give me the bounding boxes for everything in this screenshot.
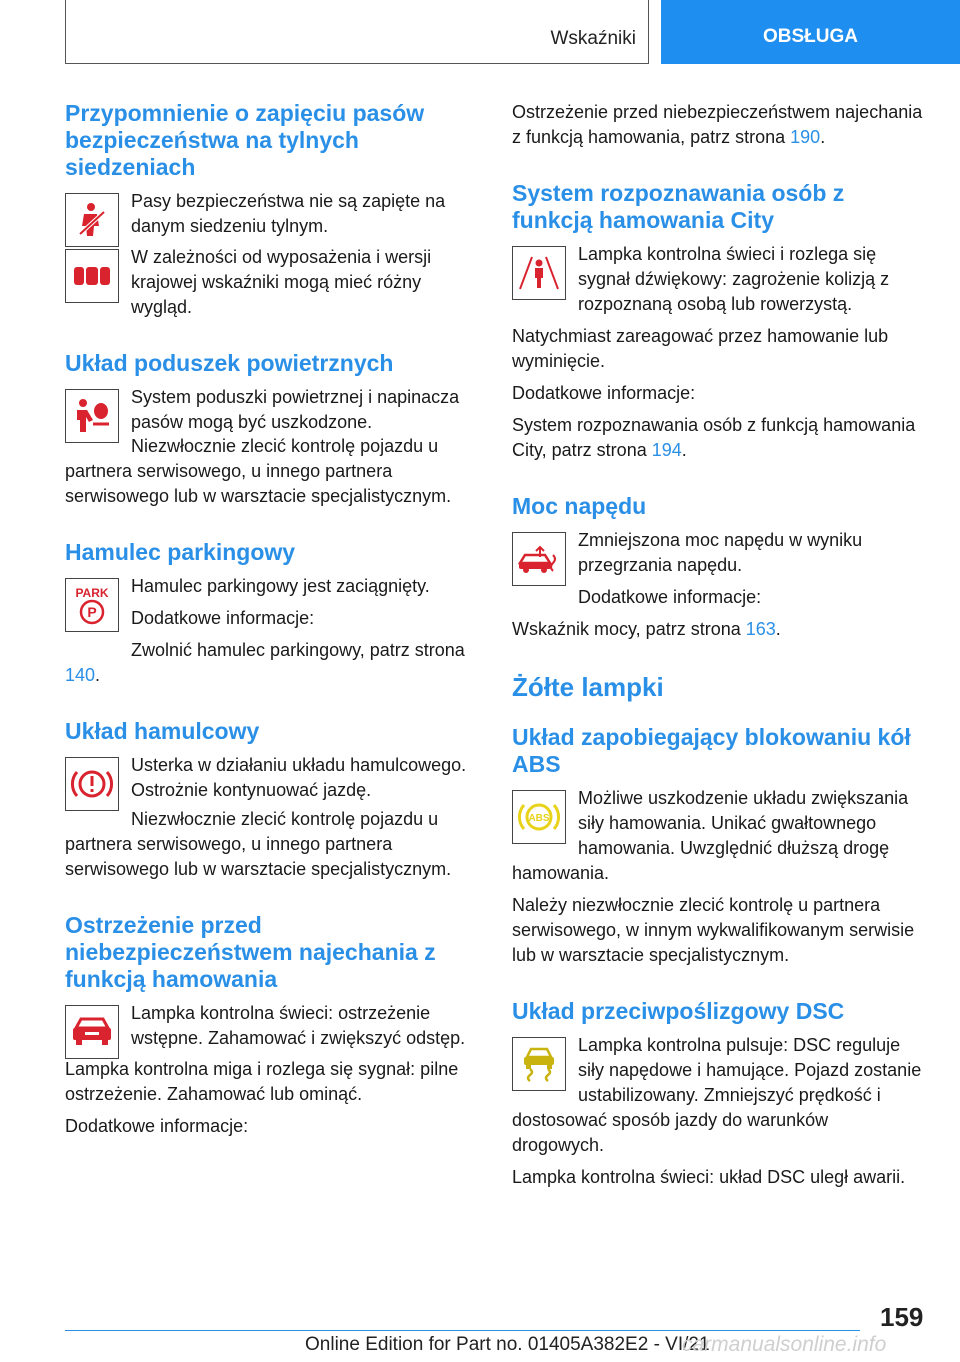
abs-warning-icon xyxy=(512,790,566,844)
indicator-row xyxy=(512,528,924,610)
svg-text:P: P xyxy=(87,604,97,620)
indicator-text: Dodatkowe informacje: xyxy=(578,587,762,607)
pedestrian-warning-icon xyxy=(512,246,566,300)
section-title: Układ przeciwpoślizgowy DSC xyxy=(512,998,845,1024)
seatbelt-warning-icon xyxy=(65,193,119,247)
footer-edition: Online Edition for Part no. 01405A382E2 - VI/21 xyxy=(305,1334,710,1355)
front-collision-icon xyxy=(65,1005,119,1059)
right-column xyxy=(512,100,924,1220)
section-rear-belts xyxy=(65,100,477,320)
section-title: System rozpoznawania osób z funkcją hamowania City xyxy=(512,180,845,233)
indicator-text: Lampka kontrolna miga i rozlega się sygnał: pilne ostrzeżenie. Zahamować lub ominąć. xyxy=(65,1059,459,1104)
indicator-text: Natychmiast zareagować przez hamowanie lub wyminięcie. xyxy=(512,326,889,371)
section-airbag xyxy=(65,350,477,509)
page-link[interactable]: 140 xyxy=(65,665,96,685)
section-title: Przypomnienie o zapięciu pasów bezpieczeństwa na tylnych siedzeniach xyxy=(65,100,425,180)
indicator-text: Lampka kontrolna świeci i rozlega się sygnał dźwiękowy: zagrożenie kolizją z rozpoznaną osobą lub rowerzystą. xyxy=(578,244,890,314)
left-column xyxy=(65,100,477,1169)
section-title: Układ poduszek powietrznych xyxy=(65,350,394,376)
section-title: Układ zapobiegający blokowaniu kół ABS xyxy=(512,724,911,777)
watermark: carmanualsonline.info xyxy=(682,1333,887,1356)
chapter-yellow-lights-title: Żółte lampki xyxy=(512,672,664,702)
indicator-text: Niezwłocznie zlecić kontrolę pojazdu u partnera serwisowego, u innego partnera serwisowego lub w warsztacie specjalistycznym. xyxy=(65,809,452,879)
page-number: 159 xyxy=(880,1302,924,1332)
indicator-text: Lampka kontrolna świeci: układ DSC uległ awarii. xyxy=(512,1167,906,1187)
abs-icon-label: ABS xyxy=(528,813,550,824)
page-link[interactable]: 190 xyxy=(790,127,821,147)
indicator-row xyxy=(65,574,477,631)
indicator-text: W zależności od wyposażenia i wersji krajowej wskaźniki mogą mieć różny wygląd. xyxy=(131,247,432,317)
indicator-text: Hamulec parkingowy jest zaciągnięty. xyxy=(131,576,430,596)
section-person-recognition xyxy=(512,180,924,463)
header-section-title: Wskaźniki xyxy=(550,28,636,49)
indicator-text: Dodatkowe informacje: xyxy=(512,383,696,403)
continued-text xyxy=(512,100,924,150)
header-chapter-tab: OBSŁUGA xyxy=(661,0,960,64)
indicator-row xyxy=(65,385,477,441)
section-abs xyxy=(512,724,924,968)
dsc-skid-icon xyxy=(512,1037,566,1091)
indicator-row xyxy=(65,753,477,809)
page-link[interactable]: 194 xyxy=(651,440,682,460)
indicator-text: Ostrzeżenie przed niebezpieczeństwem najechania z funkcją hamowania, patrz strona 190. xyxy=(512,102,923,147)
indicator-text: Usterka w działaniu układu hamulcowego. Ostrożnie kontynuować jazdę. xyxy=(131,755,467,800)
indicator-text: Należy niezwłocznie zlecić kontrolę u partnera serwisowego, w innym wykwalifikowanym serwisie lub w warsztacie specjalistycznym. xyxy=(512,895,915,965)
section-title: Hamulec parkingowy xyxy=(65,539,296,565)
section-brake-system xyxy=(65,718,477,882)
indicator-text: Dodatkowe informacje: xyxy=(131,608,315,628)
indicator-text: Pasy bezpieczeństwa nie są zapięte na danym siedzeniu tylnym. xyxy=(131,191,446,236)
indicator-row xyxy=(65,1001,477,1057)
section-title: Moc napędu xyxy=(512,493,647,519)
indicator-text: Lampka kontrolna pulsuje: DSC reguluje siły napędowe i hamujące. Pojazd zostanie ustabilizowany. Zmniejszyć prędkość i dostosować sposób jazdy do warunków drogowych. xyxy=(512,1035,922,1155)
indicator-text: System rozpoznawania osób z funkcją hamowania City, patrz strona 194. xyxy=(512,415,916,460)
section-dsc xyxy=(512,998,924,1190)
indicator-text: Możliwe uszkodzenie układu zwiększania siły hamowania. Unikać gwałtownego hamowania. Uwzględnić dłuższą drogę hamowania. xyxy=(512,788,909,883)
page-header xyxy=(0,0,960,66)
indicator-text: Lampka kontrolna świeci: ostrzeżenie wstępne. Zahamować i zwiększyć odstęp. xyxy=(131,1003,466,1048)
indicator-text: Wskaźnik mocy, patrz strona 163. xyxy=(512,619,781,639)
section-title: Układ hamulcowy xyxy=(65,718,260,744)
page-link[interactable]: 163 xyxy=(745,619,776,639)
rear-seat-icon xyxy=(65,249,119,303)
footer-divider xyxy=(65,1330,860,1331)
park-icon-label: PARK xyxy=(75,586,109,600)
section-title: Ostrzeżenie przed niebezpieczeństwem najechania z funkcją hamowania xyxy=(65,912,436,992)
indicator-row xyxy=(65,189,477,245)
indicator-text: Niezwłocznie zlecić kontrolę pojazdu u partnera serwisowego, u innego partnera serwisowego lub w warsztacie specjalistycznym. xyxy=(65,436,452,506)
brake-warning-icon xyxy=(65,757,119,811)
indicator-text: Zmniejszona moc napędu w wyniku przegrzania napędu. xyxy=(578,530,863,575)
airbag-warning-icon xyxy=(65,389,119,443)
indicator-text: Zwolnić hamulec parkingowy, patrz strona 140. xyxy=(65,640,465,685)
parking-brake-icon xyxy=(65,578,119,632)
reduced-power-icon xyxy=(512,532,566,586)
indicator-row xyxy=(65,245,477,320)
indicator-row xyxy=(512,242,924,317)
indicator-text: Dodatkowe informacje: xyxy=(65,1116,249,1136)
section-parking-brake xyxy=(65,539,477,688)
section-collision-warning xyxy=(65,912,477,1139)
section-drive-power xyxy=(512,493,924,642)
header-section-box xyxy=(65,0,649,64)
indicator-text: System poduszki powietrznej i napinacza pasów mogą być uszkodzone. xyxy=(131,387,460,432)
